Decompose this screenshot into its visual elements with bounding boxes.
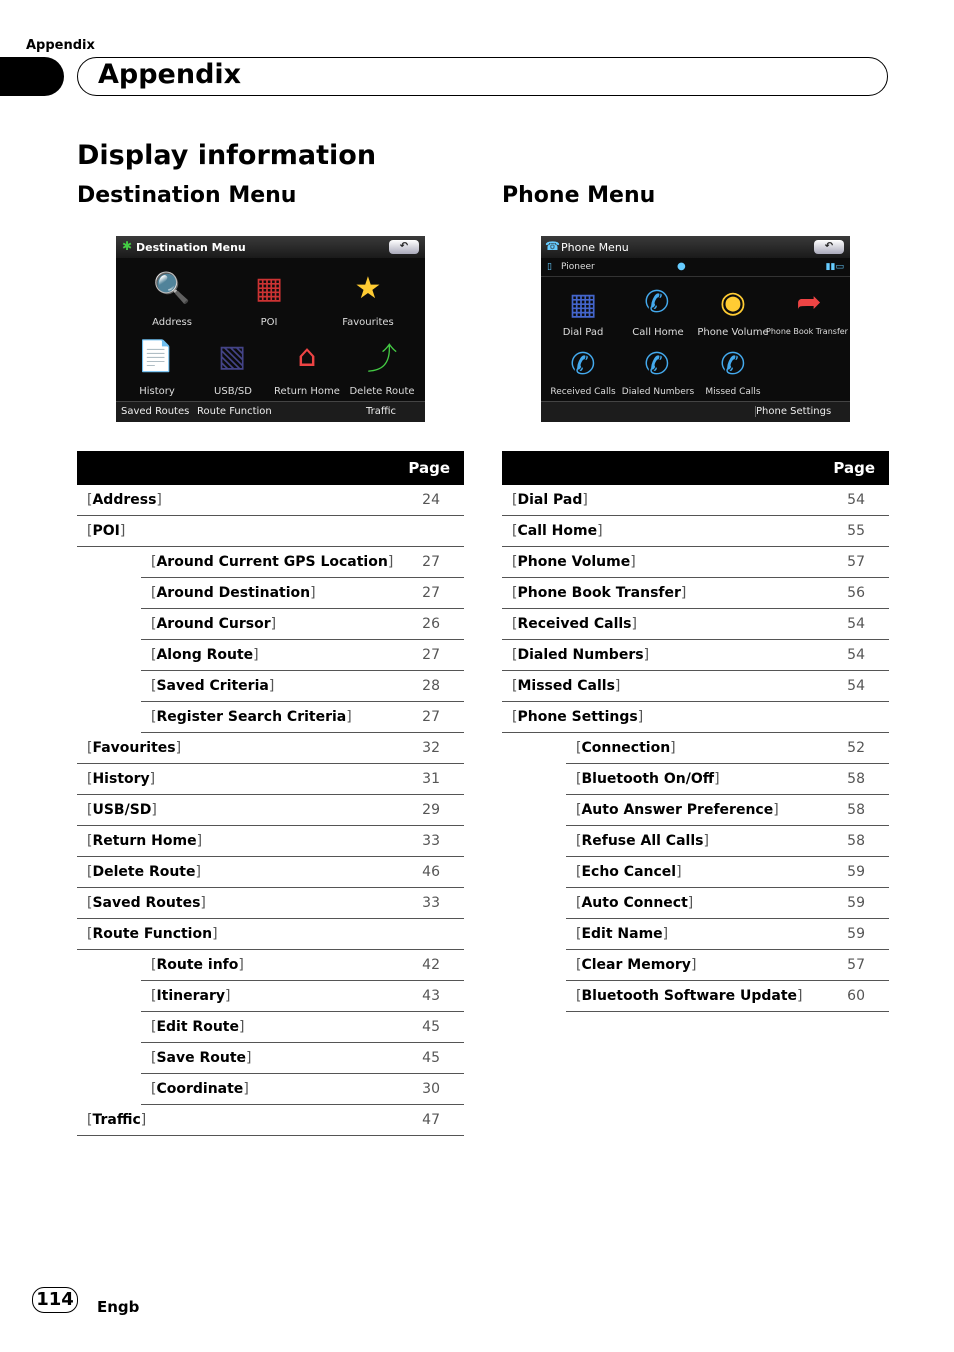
entry-page: 54 [825,671,889,702]
entry-page: 59 [825,857,889,888]
entry-label: Route info [156,957,239,974]
bracket: ] [703,833,709,849]
bracket: ] [690,957,697,973]
page-title: Display information [77,140,377,171]
destination-index-table [77,451,464,1136]
bracket: [ [576,833,582,849]
entry-page: 58 [825,795,889,826]
bracket: ] [195,864,201,880]
bracket: ] [797,988,803,1004]
bracket: [ [151,957,157,974]
entry-cell [502,733,825,764]
entry-cell [502,671,825,702]
entry-page: 28 [400,671,464,702]
entry-label: Favourites [92,739,176,756]
entry-page [400,919,464,950]
screen-title-bar [116,236,425,258]
poi-label: POI [260,317,278,328]
bracket: ] [225,988,231,1004]
entry-page: 27 [400,578,464,609]
entry-label: Missed Calls [517,678,615,694]
table-row [77,795,464,826]
entry-page: 27 [400,547,464,578]
entry-page: 47 [400,1105,464,1136]
table-row [77,1105,464,1136]
bracket: [ [512,616,518,632]
bracket: ] [662,926,669,942]
bracket: ] [200,895,206,911]
entry-label: Around Cursor [156,616,271,632]
bracket: ] [670,740,676,757]
entry-label: Bluetooth Software Update [581,988,798,1004]
bracket: [ [512,709,518,725]
bracket: ] [253,647,259,663]
bracket: ] [151,802,157,818]
table-row [502,826,889,857]
bracket: [ [512,523,518,539]
phone-volume-icon[interactable]: ◉ [719,284,747,320]
entry-cell [77,733,400,764]
table-row [77,671,464,702]
bracket: ] [268,678,275,694]
bracket: [ [576,864,582,880]
bracket: [ [151,554,157,571]
entry-cell [502,547,825,578]
received-calls-label: Received Calls [550,387,616,397]
bracket: [ [151,709,157,725]
entry-page [825,702,889,733]
bracket: [ [512,647,518,663]
history-label: History [139,386,175,397]
screen-bottom-bar [116,401,425,422]
table-row [77,1043,464,1074]
entry-cell [77,1012,400,1043]
table-row [77,702,464,733]
dial-pad-icon[interactable]: ▦ [568,286,598,322]
favourites-icon[interactable]: ★ [354,270,382,306]
usb-sd-icon[interactable]: ▧ [217,338,247,374]
entry-label: Along Route [156,647,254,663]
bracket: [ [151,616,157,632]
chapter-banner [77,57,888,96]
bracket: ] [346,709,352,725]
table-row [77,857,464,888]
bracket: [ [87,833,93,849]
received-calls-icon[interactable]: ✆ [570,346,596,382]
entry-cell [502,919,825,950]
bracket: ] [238,1019,245,1035]
bracket: ] [270,616,277,632]
entry-cell [502,764,825,795]
entry-page: 52 [825,733,889,764]
device-name: Pioneer [561,262,595,272]
bracket: ] [637,709,644,725]
entry-label: Phone Book Transfer [517,585,681,601]
entry-label: Call Home [517,523,598,539]
back-button[interactable] [814,240,844,254]
bracket: [ [576,771,582,787]
table-row [502,640,889,671]
entry-label: Around Current GPS Location [156,554,388,571]
entry-cell [502,640,825,671]
back-arrow-icon: ↶ [824,241,834,252]
bracket: [ [151,988,157,1004]
saved-routes-button[interactable]: Saved Routes [121,406,190,417]
table-row [502,981,889,1012]
bracket: [ [576,988,582,1004]
entry-cell [77,640,400,671]
entry-page: 42 [400,950,464,981]
entry-page: 33 [400,826,464,857]
bracket: [ [87,523,93,539]
entry-page: 46 [400,857,464,888]
entry-cell [502,888,825,919]
entry-label: Traffic [92,1111,141,1128]
bracket: ] [238,957,244,974]
chapter-title: Appendix [98,59,242,90]
address-label: Address [152,317,192,328]
delete-route-label: Delete Route [349,386,415,397]
entry-page: 27 [400,702,464,733]
entry-cell [502,516,825,547]
entry-label: Edit Name [581,926,663,942]
bracket: ] [597,523,603,539]
bracket: [ [576,740,582,757]
phone-menu-screen [541,236,850,422]
route-function-button[interactable]: Route Function [197,406,272,417]
entry-cell [502,950,825,981]
bracket: ] [680,585,687,601]
table-row [77,485,464,516]
signal-battery-icon: ▮▮▭ [825,262,844,272]
phone-heading: Phone Menu [502,183,656,208]
return-home-icon[interactable]: ⌂ [297,338,317,374]
entry-cell [502,857,825,888]
entry-page: 45 [400,1043,464,1074]
device-status-bar [541,260,850,277]
bracket: [ [87,1111,93,1128]
bracket: [ [87,771,93,787]
entry-cell [77,671,400,702]
bracket: ] [243,1081,249,1097]
screen-title: Phone Menu [561,241,629,254]
entry-page: 54 [825,609,889,640]
bracket: ] [773,802,779,818]
call-home-icon[interactable]: ✆ [644,284,670,320]
bracket: [ [512,492,518,508]
entry-label: Return Home [92,833,197,849]
bracket: [ [151,647,157,663]
entry-label: Itinerary [156,988,226,1004]
entry-label: Edit Route [156,1019,239,1035]
table-row [77,764,464,795]
table-row [77,919,464,950]
table-row [77,733,464,764]
entry-label: Phone Settings [517,709,638,725]
bracket: [ [87,864,93,880]
entry-cell [77,950,400,981]
bracket: ] [614,678,621,694]
entry-label: POI [92,523,120,539]
entry-label: Refuse All Calls [581,833,704,849]
table-header-page: Page [502,451,889,485]
entry-label: Register Search Criteria [156,709,347,725]
table-row [77,1074,464,1105]
entry-label: Saved Routes [92,895,201,911]
table-row [502,919,889,950]
bracket: [ [87,739,93,756]
bracket: [ [512,678,518,694]
address-icon[interactable]: 🔍 [153,270,191,306]
bracket: ] [630,554,636,570]
bracket: ] [119,523,126,539]
phone-book-transfer-icon[interactable]: ➦ [796,284,822,320]
entry-cell [502,485,825,516]
screen-bottom-bar [541,401,850,422]
table-row [77,950,464,981]
entry-label: Received Calls [517,616,632,632]
entry-cell [77,857,400,888]
entry-page: 58 [825,826,889,857]
entry-label: Auto Answer Preference [581,802,774,818]
bluetooth-icon: ● [677,261,686,272]
entry-page: 32 [400,733,464,764]
entry-page [400,516,464,547]
entry-label: Echo Cancel [581,864,677,880]
usb-sd-label: USB/SD [214,386,252,397]
bracket: [ [576,895,582,911]
table-row [502,764,889,795]
phone-book-transfer-label: Phone Book Transfer [766,327,848,336]
route-icon: ✱ [122,239,133,253]
entry-page: 59 [825,888,889,919]
entry-page: 56 [825,578,889,609]
entry-page: 57 [825,547,889,578]
entry-cell [502,702,825,733]
entry-cell [77,826,400,857]
dialed-numbers-label: Dialed Numbers [621,387,695,397]
entry-page: 59 [825,919,889,950]
bracket: ] [582,492,588,508]
bracket: ] [676,864,682,880]
language-code: Engb [97,1298,140,1316]
table-row [502,671,889,702]
bracket: ] [156,492,162,508]
table-row [77,1012,464,1043]
entry-page: 30 [400,1074,464,1105]
dial-pad-label: Dial Pad [562,327,604,338]
entry-label: Dialed Numbers [517,647,644,663]
bracket: [ [151,1019,157,1035]
entry-label: Save Route [156,1050,247,1066]
destination-heading: Destination Menu [77,183,297,208]
entry-label: Dial Pad [517,492,583,508]
bracket: ] [631,616,637,632]
table-row [502,733,889,764]
entry-cell [77,1105,400,1136]
entry-page: 26 [400,609,464,640]
entry-page: 24 [400,485,464,516]
entry-cell [77,764,400,795]
entry-page: 45 [400,1012,464,1043]
entry-label: Address [92,492,157,508]
entry-page: 55 [825,516,889,547]
entry-label: Auto Connect [581,895,688,911]
device-icon: ▯ [547,262,552,272]
entry-cell [77,1074,400,1105]
bracket: [ [87,802,93,818]
bracket: ] [246,1050,252,1066]
missed-calls-label: Missed Calls [705,387,761,397]
entry-cell [77,1043,400,1074]
entry-label: Delete Route [92,864,196,880]
table-row [502,609,889,640]
phone-volume-label: Phone Volume [697,327,769,338]
table-row [502,702,889,733]
table-row [77,578,464,609]
bracket: ] [175,739,182,756]
table-row [502,578,889,609]
destination-menu-screen [116,236,425,422]
table-row [77,981,464,1012]
entry-page: 54 [825,640,889,671]
history-icon[interactable]: 📄 [137,338,175,374]
bracket: [ [87,895,93,911]
entry-page: 27 [400,640,464,671]
delete-route-icon[interactable]: ⤴ [367,342,397,377]
bracket: ] [140,1111,147,1128]
entry-cell [77,578,400,609]
entry-cell [502,578,825,609]
missed-calls-icon[interactable]: ✆ [720,346,746,382]
table-row [77,826,464,857]
entry-label: Saved Criteria [156,678,269,694]
entry-cell [502,981,825,1012]
phone-index-table [502,451,889,1012]
entry-label: Connection [581,740,671,757]
bracket: ] [310,585,316,601]
entry-label: Bluetooth On/Off [581,771,715,787]
screen-title: Destination Menu [136,241,246,254]
entry-page: 58 [825,764,889,795]
entry-cell [77,485,400,516]
table-row [77,609,464,640]
entry-page: 43 [400,981,464,1012]
entry-label: History [92,771,150,787]
entry-cell [77,795,400,826]
page-number: 114 [32,1287,78,1313]
table-row [77,640,464,671]
bracket: [ [151,585,157,601]
back-button[interactable] [389,240,419,254]
bracket: ] [714,771,720,787]
table-row [502,485,889,516]
bracket: [ [151,678,157,694]
bracket: [ [512,585,518,601]
entry-cell [502,826,825,857]
table-row [502,547,889,578]
favourites-label: Favourites [342,317,394,328]
table-header-page: Page [77,451,464,485]
entry-page: 29 [400,795,464,826]
table-row [502,888,889,919]
bracket: ] [387,554,394,571]
entry-cell [77,609,400,640]
bracket: ] [212,926,218,942]
bracket: [ [151,1081,157,1097]
entry-page: 54 [825,485,889,516]
dialed-numbers-icon[interactable]: ✆ [644,346,670,382]
traffic-button[interactable]: Traffic [366,406,397,417]
bracket: ] [196,833,203,849]
bracket: [ [87,926,93,942]
table-row [77,516,464,547]
bracket: [ [151,1050,157,1066]
poi-icon[interactable]: ▦ [254,270,284,306]
table-row [502,950,889,981]
entry-cell [502,609,825,640]
table-row [502,857,889,888]
screen-title-bar [541,236,850,258]
table-row [77,888,464,919]
entry-cell [77,981,400,1012]
entry-cell [77,888,400,919]
chapter-tab [0,57,64,96]
entry-page: 60 [825,981,889,1012]
table-row [77,547,464,578]
bracket: [ [512,554,518,570]
entry-cell [77,919,400,950]
entry-label: Around Destination [156,585,311,601]
entry-cell [502,795,825,826]
entry-label: Phone Volume [517,554,631,570]
entry-page: 31 [400,764,464,795]
bracket: [ [576,957,582,973]
bracket: ] [643,647,650,663]
entry-label: Clear Memory [581,957,691,973]
entry-cell [77,516,400,547]
entry-page: 57 [825,950,889,981]
return-home-label: Return Home [274,386,340,397]
phone-settings-button[interactable]: Phone Settings [756,406,832,417]
entry-label: USB/SD [92,802,152,818]
table-row [502,516,889,547]
entry-page: 33 [400,888,464,919]
phone-icon: ☎ [545,239,560,253]
entry-label: Route Function [92,926,213,942]
back-arrow-icon: ↶ [399,241,409,252]
call-home-label: Call Home [632,327,684,338]
bracket: [ [576,802,582,818]
bracket: ] [687,895,694,911]
entry-label: Coordinate [156,1081,244,1097]
section-tag: Appendix [26,38,95,53]
bracket: [ [576,926,582,942]
table-row [502,795,889,826]
bracket: [ [87,492,93,508]
entry-cell [77,702,400,733]
entry-cell [77,547,400,578]
bracket: ] [149,771,156,787]
